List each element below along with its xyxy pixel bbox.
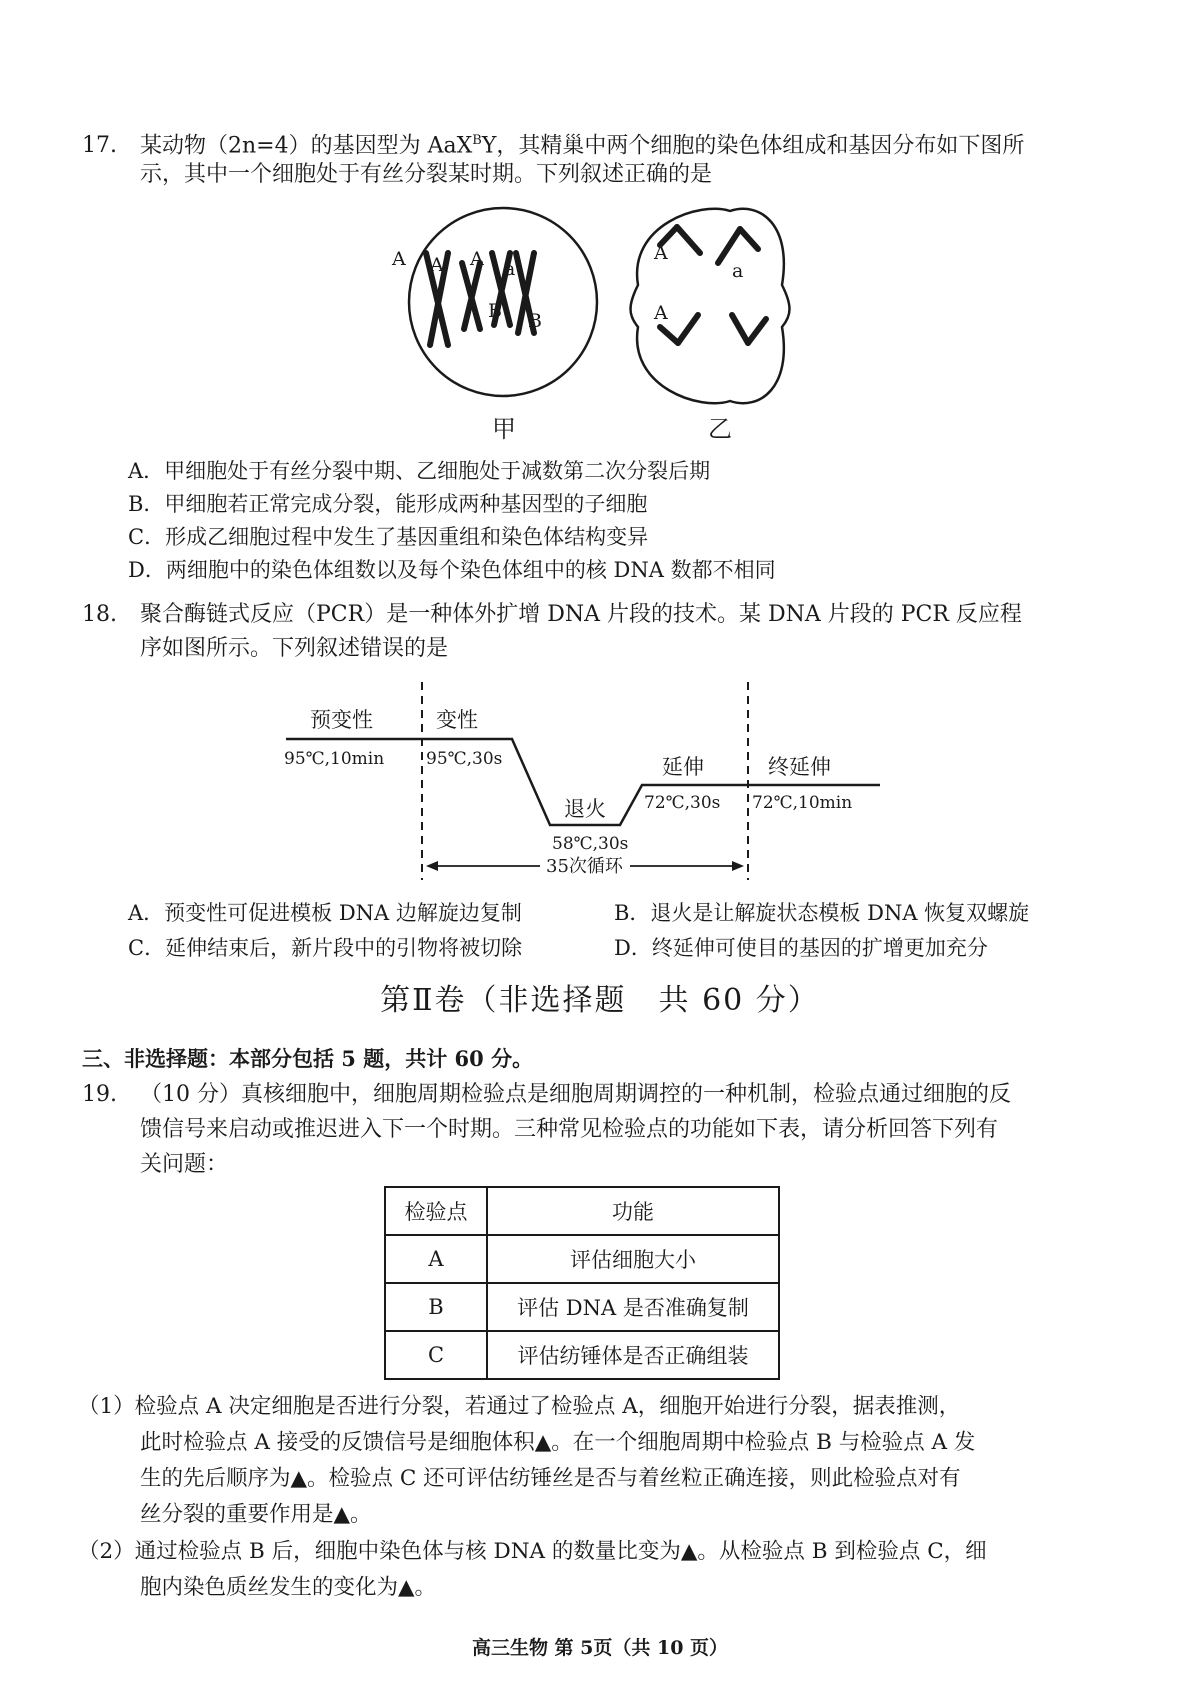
q18-number: 18. <box>82 602 117 627</box>
q18-option-b: B．退火是让解旋状态模板 DNA 恢复双螺旋 <box>614 901 1030 925</box>
gene-a-1: a <box>504 258 516 280</box>
table-header-checkpoint: 检验点 <box>385 1187 487 1235</box>
gene-B-1: B <box>488 300 502 322</box>
q17-stem-line2: 示，其中一个细胞处于有丝分裂某时期。下列叙述正确的是 <box>140 162 713 187</box>
table-cell: C <box>385 1331 487 1379</box>
q19-part1-line3: 生的先后顺序为▲。检验点 C 还可评估纺锤丝是否与着丝粒正确连接，则此检验点对有 <box>140 1466 961 1491</box>
cell-yi-caption: 乙 <box>708 415 732 443</box>
q19-part1-line2: 此时检验点 A 接受的反馈信号是细胞体积▲。在一个细胞周期中检验点 B 与检验点 A 发 <box>140 1430 976 1455</box>
arrowhead-left <box>426 861 438 871</box>
gene-B-2: B <box>528 310 542 332</box>
extend-label: 延伸 <box>662 755 704 779</box>
final-extend-cond: 72℃,10min <box>752 793 853 813</box>
anneal-cond: 58℃,30s <box>552 834 629 854</box>
gene-yi-A-1: A <box>654 242 668 264</box>
section3-heading: 三、非选择题：本部分包括 5 题，共计 60 分。 <box>82 1046 534 1071</box>
q17-number: 17. <box>82 133 117 159</box>
table-cell: 评估细胞大小 <box>487 1235 779 1283</box>
table-cell: 评估纺锤体是否正确组装 <box>487 1331 779 1379</box>
gene-yi-a: a <box>732 260 744 282</box>
section2-title: 第Ⅱ卷（非选择题 共 60 分） <box>380 983 820 1018</box>
table-row <box>385 1283 779 1331</box>
arrowhead-right <box>732 861 744 871</box>
q17-option-a: A．甲细胞处于有丝分裂中期、乙细胞处于减数第二次分裂后期 <box>128 459 711 483</box>
pcr-program-diagram <box>280 680 900 880</box>
q17-option-b: B．甲细胞若正常完成分裂，能形成两种基因型的子细胞 <box>128 492 648 516</box>
table-cell: A <box>385 1235 487 1283</box>
q18-option-d: D．终延伸可使目的基因的扩增更加充分 <box>614 936 988 960</box>
anneal-label: 退火 <box>564 797 606 821</box>
gene-A-2: A <box>430 254 444 276</box>
q18-stem-line1: 18. 聚合酶链式反应（PCR）是一种体外扩增 DNA 片段的技术。某 DNA 片段的 PCR 反应程 <box>82 598 1022 632</box>
final-extend-label: 终延伸 <box>768 755 831 779</box>
gene-A-3: A <box>470 248 484 270</box>
gene-yi-A-2: A <box>654 302 668 324</box>
table-cell: 评估 DNA 是否准确复制 <box>487 1283 779 1331</box>
table-header-function: 功能 <box>487 1187 779 1235</box>
q19-number: 19. <box>82 1082 117 1107</box>
cell-jia-caption: 甲 <box>492 415 516 443</box>
table-row <box>385 1331 779 1379</box>
predenature-label: 预变性 <box>310 708 373 732</box>
q17-option-d: D．两细胞中的染色体组数以及每个染色体组中的核 DNA 数都不相同 <box>128 558 776 582</box>
q19-part1-line4: 丝分裂的重要作用是▲。 <box>140 1502 372 1527</box>
table-row <box>385 1235 779 1283</box>
q19-stem-line1: 19. （10 分）真核细胞中，细胞周期检验点是细胞周期调控的一种机制，检验点通过细胞的反 <box>82 1078 1011 1112</box>
extend-cond: 72℃,30s <box>644 793 721 813</box>
q17-stem-line1: 17. 某动物（2n=4）的基因型为 AaX$^B$Y，其精巢中两个细胞的染色体组成和基因分布如下图所 <box>82 124 1024 163</box>
page-footer: 高三生物 第 5页（共 10 页） <box>471 1637 729 1659</box>
predenature-cond: 95℃,10min <box>284 749 385 769</box>
q17-cell-figure <box>392 205 860 445</box>
denature-label: 变性 <box>436 708 478 732</box>
checkpoint-table <box>384 1186 780 1380</box>
q19-part2-line1: （2）通过检验点 B 后，细胞中染色体与核 DNA 的数量比变为▲。从检验点 B 到检验点 C，细 <box>78 1539 987 1564</box>
table-header-row <box>385 1187 779 1235</box>
cycles-label: 35次循环 <box>546 856 623 877</box>
cell-yi <box>631 209 790 403</box>
q18-stem-line2: 序如图所示。下列叙述错误的是 <box>140 636 449 661</box>
q19-part1-line1: （1）检验点 A 决定细胞是否进行分裂，若通过了检验点 A，细胞开始进行分裂，据表推测， <box>78 1394 961 1419</box>
denature-cond: 95℃,30s <box>426 749 503 769</box>
q19-stem-line3: 关问题： <box>140 1152 229 1177</box>
q18-option-a: A．预变性可促进模板 DNA 边解旋边复制 <box>128 901 522 925</box>
q17-option-c: C．形成乙细胞过程中发生了基因重组和染色体结构变异 <box>128 525 649 549</box>
q19-stem-line2: 馈信号来启动或推迟进入下一个时期。三种常见检验点的功能如下表，请分析回答下列有 <box>140 1117 999 1142</box>
q19-part2-line2: 胞内染色质丝发生的变化为▲。 <box>140 1575 437 1600</box>
gene-A-1: A <box>392 248 406 270</box>
table-cell: B <box>385 1283 487 1331</box>
q18-option-c: C．延伸结束后，新片段中的引物将被切除 <box>128 936 523 960</box>
cell-jia <box>391 208 597 396</box>
